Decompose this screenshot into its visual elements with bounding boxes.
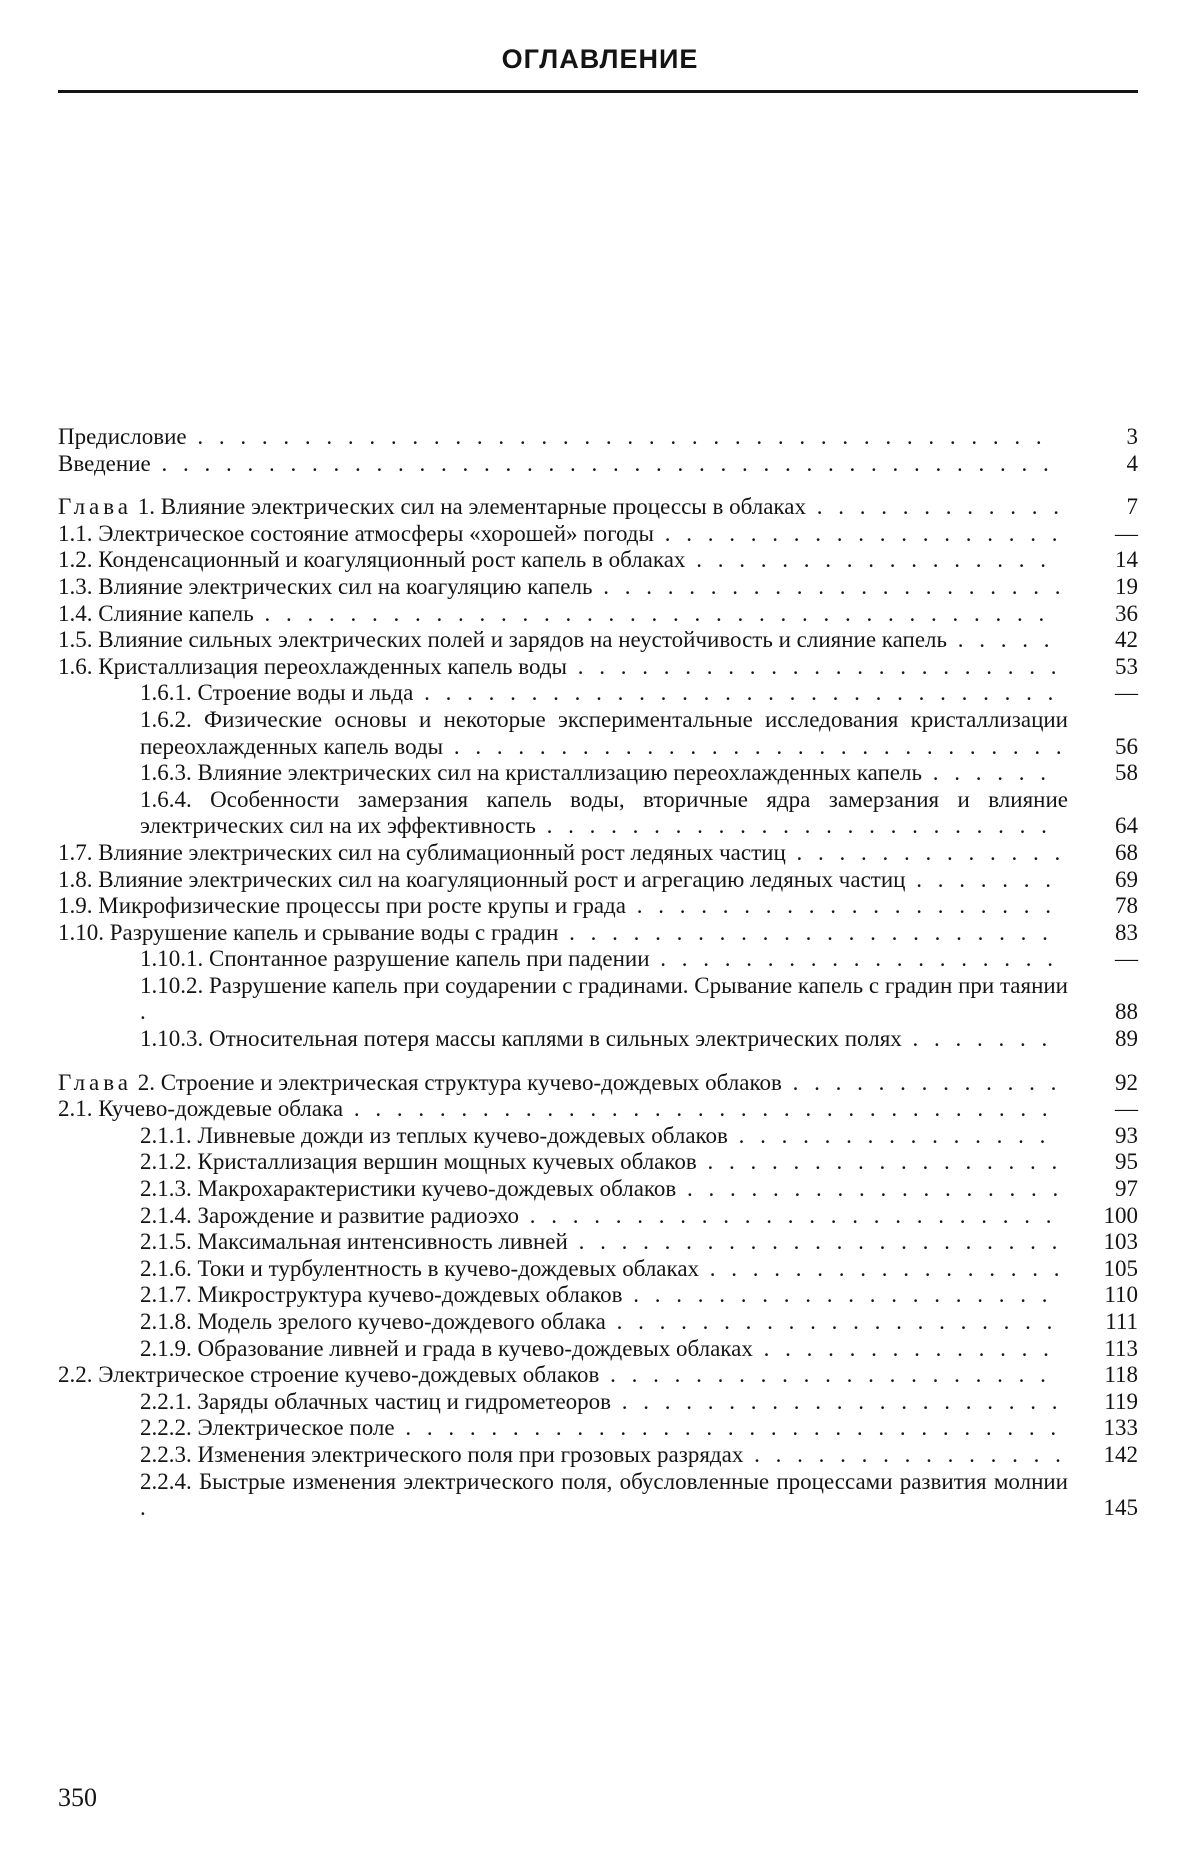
toc-page-number: 69: [1115, 866, 1138, 892]
toc-page-number: 78: [1115, 893, 1138, 919]
toc-entry-text: 1.10.2. Разрушение капель при соударении с градинами. Срывание капель с градин при таянии: [140, 972, 1068, 998]
toc-entry: [58, 946, 1138, 973]
toc-entry-text: 2.1.3. Макрохарактеристики кучево-дождевых облаков: [140, 1176, 677, 1202]
toc-entry-text: 1.6.2. Физические основы и некоторые экспериментальные исследования кристаллизации переохлажденных капель воды: [140, 706, 1068, 759]
dot-leader: . . . . . . . . . . . . . . . . . . .: [649, 946, 1059, 972]
toc-entry-title: [140, 1442, 1068, 1469]
toc-page-number: 118: [1104, 1362, 1138, 1388]
dot-leader: . . . . . . . . . . . . . . . . . . . . . .: [592, 573, 1066, 599]
dot-leader: .: [140, 1495, 151, 1521]
toc-entry-text: 1. Влияние электрических сил на элементарные процессы в облаках: [137, 494, 806, 520]
toc-page-number: 14: [1115, 547, 1138, 573]
dot-leader: . . . . . . . . . . . . . . . . . . . . . . . . . . . . . . . . . . . . . . . .: [186, 424, 1047, 449]
toc-entry-text: 1.8. Влияние электрических сил на коагуляционный рост и агрегацию ледяных частиц: [58, 866, 906, 892]
toc-entry-text: 2.2.1. Заряды облачных частиц и гидрометеоров: [140, 1388, 612, 1414]
dot-leader: . . . . . . . . . . . . . . . . . . . . .: [605, 1309, 1058, 1334]
toc-entry-title: [140, 1282, 1068, 1309]
toc-page-number: 133: [1103, 1415, 1138, 1441]
toc-entry: [58, 920, 1138, 947]
toc-entry: [58, 1149, 1138, 1176]
toc-entry-text: 1.1. Электрическое состояние атмосферы «хорошей» погоды: [58, 520, 654, 546]
toc-entry-title: [58, 654, 1068, 681]
toc-entry-text: 1.10.3. Относительная потеря массы каплями в сильных электрических полях: [140, 1026, 902, 1052]
chapter-label: Глава: [58, 1069, 133, 1095]
dot-leader: . . . . . . . . . . . . . . . . . . . . . . . .: [535, 813, 1052, 839]
toc-entry: [58, 1415, 1138, 1442]
dot-leader: . . . . . . . . . . . . . . . . . . . . . . .: [567, 1229, 1063, 1255]
toc-entry: [58, 627, 1138, 654]
toc-page-number: 64: [1115, 813, 1138, 839]
toc-entry: [58, 1282, 1138, 1309]
toc-entry-text: 2.2.4. Быстрые изменения электрического поля, обусловленные процессами развития молнии: [140, 1468, 1068, 1494]
toc-entry: [58, 840, 1138, 867]
toc-page-number: 3: [1126, 424, 1138, 449]
dot-leader: . . . . . . . . . . . .: [805, 494, 1064, 520]
toc-page-number: 42: [1115, 627, 1138, 653]
toc-entry-title: [140, 1176, 1068, 1203]
toc-page-number: 53: [1115, 653, 1138, 679]
toc-entry-title: [58, 893, 1068, 920]
toc-entry-title: [140, 1149, 1068, 1176]
toc-page-number: 97: [1115, 1176, 1138, 1202]
toc-entry-text: 2.1.9. Образование ливней и града в кучево-дождевых облаках: [140, 1335, 753, 1361]
toc-page-number: 119: [1104, 1388, 1138, 1414]
toc-entry-title: [140, 1256, 1068, 1283]
dot-leader: .: [140, 999, 151, 1025]
toc-entry-text: 1.3. Влияние электрических сил на коагуляцию капель: [58, 573, 593, 599]
toc-entry-title: [58, 840, 1068, 867]
toc-chapter-entry: [58, 494, 1138, 521]
toc-page-number: 95: [1115, 1149, 1138, 1175]
toc-entry-title: [58, 867, 1068, 894]
toc-entry-title: [140, 1469, 1068, 1522]
toc-entry-text: 2.1.5. Максимальная интенсивность ливней: [140, 1229, 568, 1255]
toc-entry-text: 1.6.3. Влияние электрических сил на кристаллизацию переохлажденных капель: [140, 760, 922, 786]
toc-page-number: —: [1115, 680, 1138, 706]
dot-leader: . . . . . .: [921, 760, 1051, 786]
toc-entry: [58, 1256, 1138, 1283]
toc-page-number: 142: [1103, 1441, 1138, 1467]
toc-page-number: 4: [1126, 450, 1138, 476]
dot-leader: . . . . . . . . . . . . . . .: [743, 1441, 1066, 1467]
toc-page-number: 7: [1126, 494, 1138, 520]
toc-entry-title: [140, 1309, 1068, 1336]
toc-entry-text: 1.7. Влияние электрических сил на сублимационный рост ледяных частиц: [58, 839, 786, 865]
toc-entry-title: [140, 1336, 1068, 1363]
dot-leader: . . . . . . . . . . . . . . .: [727, 1122, 1051, 1148]
dot-leader: . . . . . . . . . . . . .: [781, 1069, 1062, 1095]
toc-entry-title: [140, 1203, 1068, 1230]
toc-entry-text: 2.2.2. Электрическое поле: [140, 1415, 395, 1441]
page-number: 350: [58, 1783, 97, 1812]
toc-entry-title: [58, 574, 1068, 601]
toc-entry-text: 2.1.4. Зарождение и развитие радиоэхо: [140, 1202, 519, 1228]
dot-leader: . . . . . . . . . . . . . . . . .: [685, 547, 1051, 573]
toc-entry: [58, 1176, 1138, 1203]
toc-entry-text: 2.2.3. Изменения электрического поля при грозовых разрядах: [140, 1441, 744, 1467]
toc-entry: [58, 893, 1138, 920]
toc-entry: [58, 1026, 1138, 1053]
toc-entry: [58, 1442, 1138, 1469]
toc-entry: [58, 1362, 1138, 1389]
toc-page-number: 56: [1115, 733, 1138, 759]
dot-leader: . . . . . . . . . . . . . . . . .: [699, 1255, 1065, 1281]
toc-page-number: 145: [1103, 1495, 1138, 1521]
toc-page-number: 93: [1115, 1122, 1138, 1148]
toc-entry: [58, 654, 1138, 681]
toc-page-number: 89: [1115, 1026, 1138, 1052]
dot-leader: . . . . . . . . . . . . . .: [752, 1335, 1054, 1361]
dot-leader: . . . . . . . . . . . . . . . . . .: [676, 1176, 1064, 1202]
toc-page-number: 88: [1115, 999, 1138, 1025]
toc-entry: [58, 1309, 1138, 1336]
toc-page-number: 19: [1115, 573, 1138, 599]
toc-page-number: 100: [1103, 1202, 1138, 1228]
toc-entry-text: 1.10. Разрушение капель и срывание воды с градин: [58, 919, 559, 945]
toc-entry-title: [140, 1123, 1068, 1150]
dot-leader: . . . . . . . . . . . . . . . . . . .: [653, 520, 1063, 546]
toc-entry-text: 1.6. Кристаллизация переохлажденных капель воды: [58, 653, 567, 679]
toc-entry: [58, 787, 1138, 840]
toc-entry-title: [140, 787, 1068, 840]
toc-page-number: 83: [1115, 919, 1138, 945]
toc-entry-title: [140, 946, 1068, 973]
chapter-label: Глава: [58, 494, 133, 520]
toc-page-number: 105: [1103, 1255, 1138, 1281]
toc-entry: [58, 1336, 1138, 1363]
toc-entry-text: 1.6.4. Особенности замерзания капель воды, вторичные ядра замерзания и влияние электрических сил на их эффективность: [140, 786, 1068, 839]
toc-entry-title: [58, 494, 1068, 521]
dot-leader: . . . . . . . . . . . . . . . . . . . .: [625, 893, 1056, 919]
toc-entry-title: [140, 1389, 1068, 1416]
dot-leader: . . . . . . . . . . . . . . . . . . . .: [622, 1282, 1053, 1308]
toc-entry-text: 2.1.8. Модель зрелого кучево-дождевого облака: [140, 1309, 606, 1334]
page-title: ОГЛАВЛЕНИЕ: [501, 44, 699, 74]
toc-entry: [58, 521, 1138, 548]
toc-page-number: 68: [1115, 839, 1138, 865]
toc-entry-title: [58, 451, 1068, 478]
dot-leader: . . . . . . . . . . . . . . . . . . . . .: [599, 1362, 1051, 1388]
toc-entry-title: [58, 601, 1068, 628]
toc-entry: [58, 574, 1138, 601]
dot-leader: . . . . . . .: [905, 866, 1056, 892]
dot-leader: . . . . . . . . . . . . . . . . . . . . . . . . .: [518, 1202, 1057, 1228]
toc-page-number: 92: [1115, 1069, 1138, 1095]
toc-entry: [58, 1469, 1138, 1522]
toc-entry-text: 2. Строение и электрическая структура кучево-дождевых облаков: [137, 1069, 782, 1095]
toc-entry-title: [140, 973, 1068, 1026]
toc-entry-text: Предисловие: [58, 424, 187, 449]
toc-page-number: 111: [1105, 1309, 1138, 1334]
toc-entry-title: [58, 1362, 1068, 1389]
toc-entry-title: [58, 627, 1068, 654]
toc-entry-title: [58, 1070, 1068, 1097]
toc-page-number: —: [1115, 520, 1138, 546]
dot-leader: . . . . . . . . . . . . . . . . . . . . . . . . . . . . . . .: [394, 1415, 1062, 1441]
dot-leader: . . . . . . . . . . . . . . . . . . . . . . . . . . . . . . . . . . . . .: [253, 600, 1050, 626]
toc-entry: [58, 1123, 1138, 1150]
dot-leader: . . . . . . . . . . . . . . . . . . . . . . . . . . . . .: [443, 733, 1067, 759]
toc-entry: [58, 1229, 1138, 1256]
toc-entry-title: [58, 521, 1068, 548]
toc-entry-text: 2.1.2. Кристаллизация вершин мощных кучевых облаков: [140, 1149, 697, 1175]
dot-leader: . . . . . . .: [901, 1026, 1053, 1052]
toc-entry-text: 2.2. Электрическое строение кучево-дождевых облаков: [58, 1362, 600, 1388]
dot-leader: . . . . . . . . . . . . . . . . .: [696, 1149, 1063, 1175]
toc-entry: [58, 867, 1138, 894]
toc-entry-text: 2.1. Кучево-дождевые облака: [58, 1096, 344, 1122]
dot-leader: . . . . . . . . . . . . . . . . . . . . . . . . . . . . . . . . .: [343, 1096, 1053, 1122]
toc-entry-text: Введение: [58, 450, 151, 476]
dot-leader: . . . . . . . . . . . . . . . . . . . . . . .: [566, 653, 1062, 679]
toc-entry: [58, 424, 1138, 451]
toc-entry-text: 1.2. Конденсационный и коагуляционный рост капель в облаках: [58, 547, 686, 573]
toc-entry: [58, 1203, 1138, 1230]
dot-leader: . . . . . . . . . . . . . . . . . . . . . . .: [558, 919, 1053, 945]
toc-entry-title: [140, 707, 1068, 760]
toc-entry-title: [140, 1026, 1068, 1053]
dot-leader: . . . . . . . . . . . . . . . . . . . . .: [611, 1388, 1063, 1414]
toc-entry-title: [58, 424, 1068, 451]
toc-entry-text: 1.5. Влияние сильных электрических полей и зарядов на неустойчивость и слияние капель: [58, 627, 948, 653]
toc-entry-text: 1.4. Слияние капель: [58, 600, 254, 626]
toc-entry: [58, 451, 1138, 478]
toc-page-number: 36: [1115, 600, 1138, 626]
toc-entry-text: 1.10.1. Спонтанное разрушение капель при падении: [140, 946, 650, 972]
toc-page-number: 103: [1103, 1229, 1138, 1255]
toc-page-number: —: [1115, 946, 1138, 972]
toc-entry: [58, 1096, 1138, 1123]
toc-entry-text: 2.1.6. Токи и турбулентность в кучево-дождевых облаках: [140, 1255, 700, 1281]
toc-page-number: —: [1115, 1096, 1138, 1122]
toc-page-number: 113: [1104, 1335, 1138, 1361]
toc-page-number: 110: [1104, 1282, 1138, 1308]
toc-page-number: 58: [1115, 760, 1138, 786]
toc-entry: [58, 601, 1138, 628]
toc-entry: [58, 760, 1138, 787]
toc-entry-title: [140, 680, 1068, 707]
toc-entry: [58, 707, 1138, 760]
toc-entry-text: 2.1.7. Микроструктура кучево-дождевых облаков: [140, 1282, 623, 1308]
dot-leader: . . . . .: [947, 627, 1055, 653]
toc-entry-text: 1.9. Микрофизические процессы при росте крупы и града: [58, 893, 626, 919]
toc-entry: [58, 1389, 1138, 1416]
dot-leader: . . . . . . . . . . . . . . . . . . . . . . . . . . . . . .: [413, 680, 1059, 706]
toc-entry-text: 2.1.1. Ливневые дожди из теплых кучево-дождевых облаков: [140, 1122, 728, 1148]
toc-entry-title: [140, 1415, 1068, 1442]
toc-entry: [58, 973, 1138, 1026]
dot-leader: . . . . . . . . . . . . . . . . . . . . . . . . . . . . . . . . . . . . . . . . . .: [150, 450, 1054, 476]
toc-entry: [58, 547, 1138, 574]
toc-entry-text: 1.6.1. Строение воды и льда: [140, 680, 414, 706]
toc-chapter-entry: [58, 1070, 1138, 1097]
toc-entry-title: [140, 1229, 1068, 1256]
toc-entry-title: [58, 920, 1068, 947]
toc-entry-title: [58, 1096, 1068, 1123]
toc-entry-title: [58, 547, 1068, 574]
toc-entry: [58, 680, 1138, 707]
toc-entry-title: [140, 760, 1068, 787]
dot-leader: . . . . . . . . . . . . .: [785, 839, 1066, 865]
header-divider: [58, 90, 1138, 93]
table-of-contents: [58, 424, 1138, 1522]
